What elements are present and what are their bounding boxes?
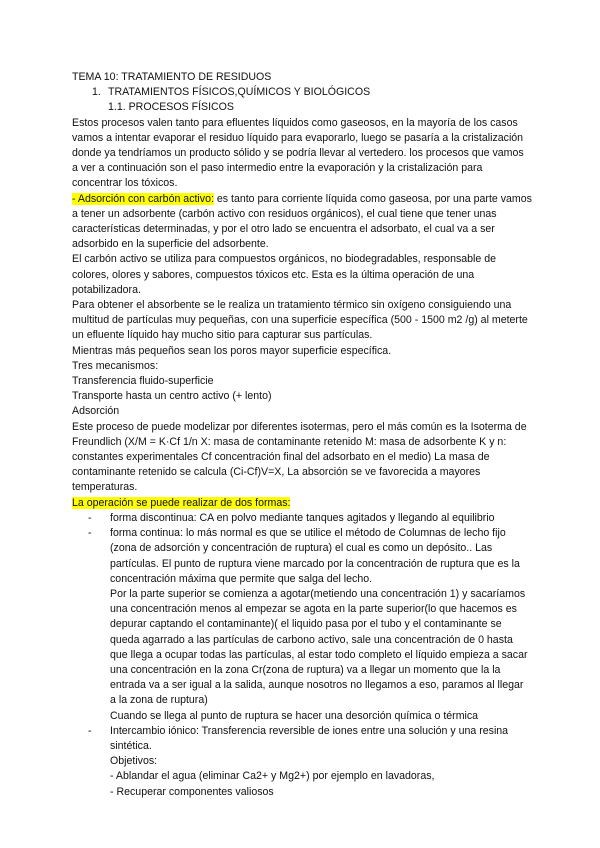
list-item-ion-exchange: Intercambio iónico: Transferencia reversible de iones entre una solución y una resina sintética. — [110, 724, 509, 752]
section-number: 1. — [92, 86, 101, 99]
highlight-adsorption: - Adsorción con carbón activo: — [72, 192, 214, 205]
mechanism-3: Adsorción — [72, 405, 120, 418]
mechanism-1: Transferencia fluido-superficie — [72, 375, 214, 388]
list-dash: - — [88, 527, 92, 540]
paragraph-operation — [72, 496, 532, 511]
list-item — [72, 724, 532, 754]
objective-1: - Ablandar el agua (eliminar Ca2+ y Mg2+) por ejemplo en lavadoras, — [110, 770, 435, 783]
objectives-label: Objetivos: — [110, 755, 158, 768]
list-item-continuous: forma continua: lo más normal es que se utilice el método de Columnas de lecho fijo (zona de adsorción y concentración de ruptura) el cual es como un depósito.. Las partículas. El punto de ruptura viene marcado por la concentración de ruptura que es la concentración máxima que permite que salga del lecho. — [110, 527, 520, 585]
list-item-discontinuous: forma discontinua: CA en polvo mediante tanques agitados y llegando al equilibrio — [110, 511, 495, 524]
paragraph-mechanisms: Tres mecanismos: — [72, 359, 159, 372]
paragraph-adsorption — [72, 192, 532, 253]
document-body — [72, 70, 532, 800]
continuous-detail: Por la parte superior se comienza a agotar(metiendo una concentración 1) y sacaríamos una concentración menos al empezar se agota en la parte superior(lo que hacemos es depurar captando el contaminante)( el liquido pasa por el tubo y el contaminante se queda agarrado a las partículas de carbono activo, sale una concentración de 0 hasta que llega a ocupar todas las partículas, al estar todo completo el líquido empieza a sacar una concentración en la zona Cr(zona de ruptura) va a llegar un momento que la la entrada va a ser igual a la salida, aunque nosotros no llegamos a eso, paramos al llegar a la zona de ruptura) — [110, 587, 528, 707]
list-dash: - — [88, 511, 92, 524]
operation-list — [72, 511, 532, 587]
paragraph-intro: Estos procesos valen tanto para efluentes líquidos como gaseosos, en la mayoría de los casos vamos a intentar evaporar el residuo líquido para evaporarlo, luego se pasaría a la cristalización donde ya tendríamos un producto sólido y se podría llevar al vertedero. los procesos que vamos a ver a continuación son el paso intermedio entre la evaporación y la cristalización para concentrar los tóxicos. — [72, 116, 524, 190]
section-heading-1 — [72, 85, 532, 100]
mechanism-2: Transporte hasta un centro activo (+ lento) — [72, 390, 272, 403]
list-item — [72, 526, 532, 587]
continuous-desorption: Cuando se llega al punto de ruptura se hacer una desorción química o térmica — [110, 709, 479, 722]
section-title: TRATAMIENTOS FÍSICOS,QUÍMICOS Y BIOLÓGICOS — [108, 86, 371, 99]
paragraph-carbon-use: El carbón activo se utiliza para compuestos orgánicos, no biodegradables, responsable de colores, olores y sabores, compuestos tóxicos etc. Esta es la última operación de una potabilizadora. — [72, 253, 497, 296]
operation-list-2 — [72, 724, 532, 754]
list-item — [72, 511, 532, 526]
paragraph-obtaining: Para obtener el absorbente se le realiza un tratamiento térmico sin oxígeno consiguiendo una multitud de partículas muy pequeñas, con una superficie específica (500 - 1500 m2 /g) al meterte un efluente líquido hay mucho sitio para capturar sus partículas. — [72, 299, 528, 342]
objective-2: - Recuperar componentes valiosos — [110, 785, 274, 798]
document-title: TEMA 10: TRATAMIENTO DE RESIDUOS — [72, 71, 272, 83]
paragraph-freundlich: Este proceso de puede modelizar por diferentes isotermas, pero el más común es la Isoterma de Freundlich (X/M = K·Cf 1/n X: masa de contaminante retenido M: masa de adsorbente K y n: constantes experimentales Cf concentración final del adsorbato en el medio) La masa de contaminante retenido se calcula (Ci-Cf)V=X, La absorción se ve favorecida a mayores temperaturas. — [72, 420, 527, 494]
paragraph-pores: Mientras más pequeños sean los poros mayor superficie específica. — [72, 344, 392, 357]
paragraph-adsorption-text: es tanto para corriente líquida como gaseosa, por una parte vamos a tener un adsorbente (carbón activo con residuos orgánicos), el cual tiene que tener unas características determinadas, y por el otro lado se encuentra el adsorbato, el cual va a ser adsorbido en la superficie del adsorbente. — [72, 192, 532, 251]
list-dash: - — [88, 724, 92, 737]
subsection-heading: 1.1. PROCESOS FÍSICOS — [108, 101, 234, 114]
highlight-operation: La operación se puede realizar de dos formas: — [72, 496, 291, 509]
